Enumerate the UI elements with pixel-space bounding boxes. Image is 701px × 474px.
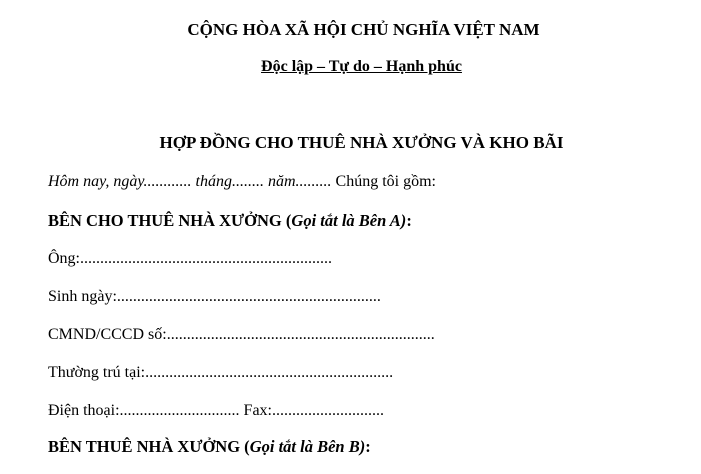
intro-date-text: Hôm nay, ngày............ tháng........ năm.........: [48, 173, 332, 190]
national-title: CỘNG HÒA XÃ HỘI CHỦ NGHĨA VIỆT NAM: [187, 20, 540, 39]
party-b-heading-colon: :: [365, 437, 371, 456]
party-a-dob-field: Sinh ngày:..................................................................: [48, 288, 381, 305]
party-a-heading-label: BÊN CHO THUÊ NHÀ XƯỞNG (: [48, 211, 292, 230]
intro-parties-text: Chúng tôi gồm:: [331, 173, 436, 190]
party-a-heading-alias: Gọi tắt là Bên A): [291, 211, 407, 230]
party-a-id-field: CMND/CCCD số:...................................................................: [48, 326, 435, 343]
party-b-heading-alias: Gọi tắt là Bên B): [249, 437, 366, 456]
party-a-name-field: Ông:...............................................................: [48, 250, 332, 267]
intro-line: [48, 173, 436, 191]
party-a-phone-fax-field: Điện thoại:.............................. Fax:............................: [48, 402, 384, 419]
national-motto: Độc lập – Tự do – Hạnh phúc: [261, 58, 462, 75]
party-a-heading: [48, 211, 412, 231]
party-a-heading-colon: :: [406, 211, 412, 230]
contract-title: HỢP ĐỒNG CHO THUÊ NHÀ XƯỞNG VÀ KHO BÃI: [159, 133, 564, 152]
party-a-address-field: Thường trú tại:..............................................................: [48, 364, 394, 381]
party-b-heading: [48, 437, 371, 457]
party-b-heading-label: BÊN THUÊ NHÀ XƯỞNG (: [48, 437, 250, 456]
